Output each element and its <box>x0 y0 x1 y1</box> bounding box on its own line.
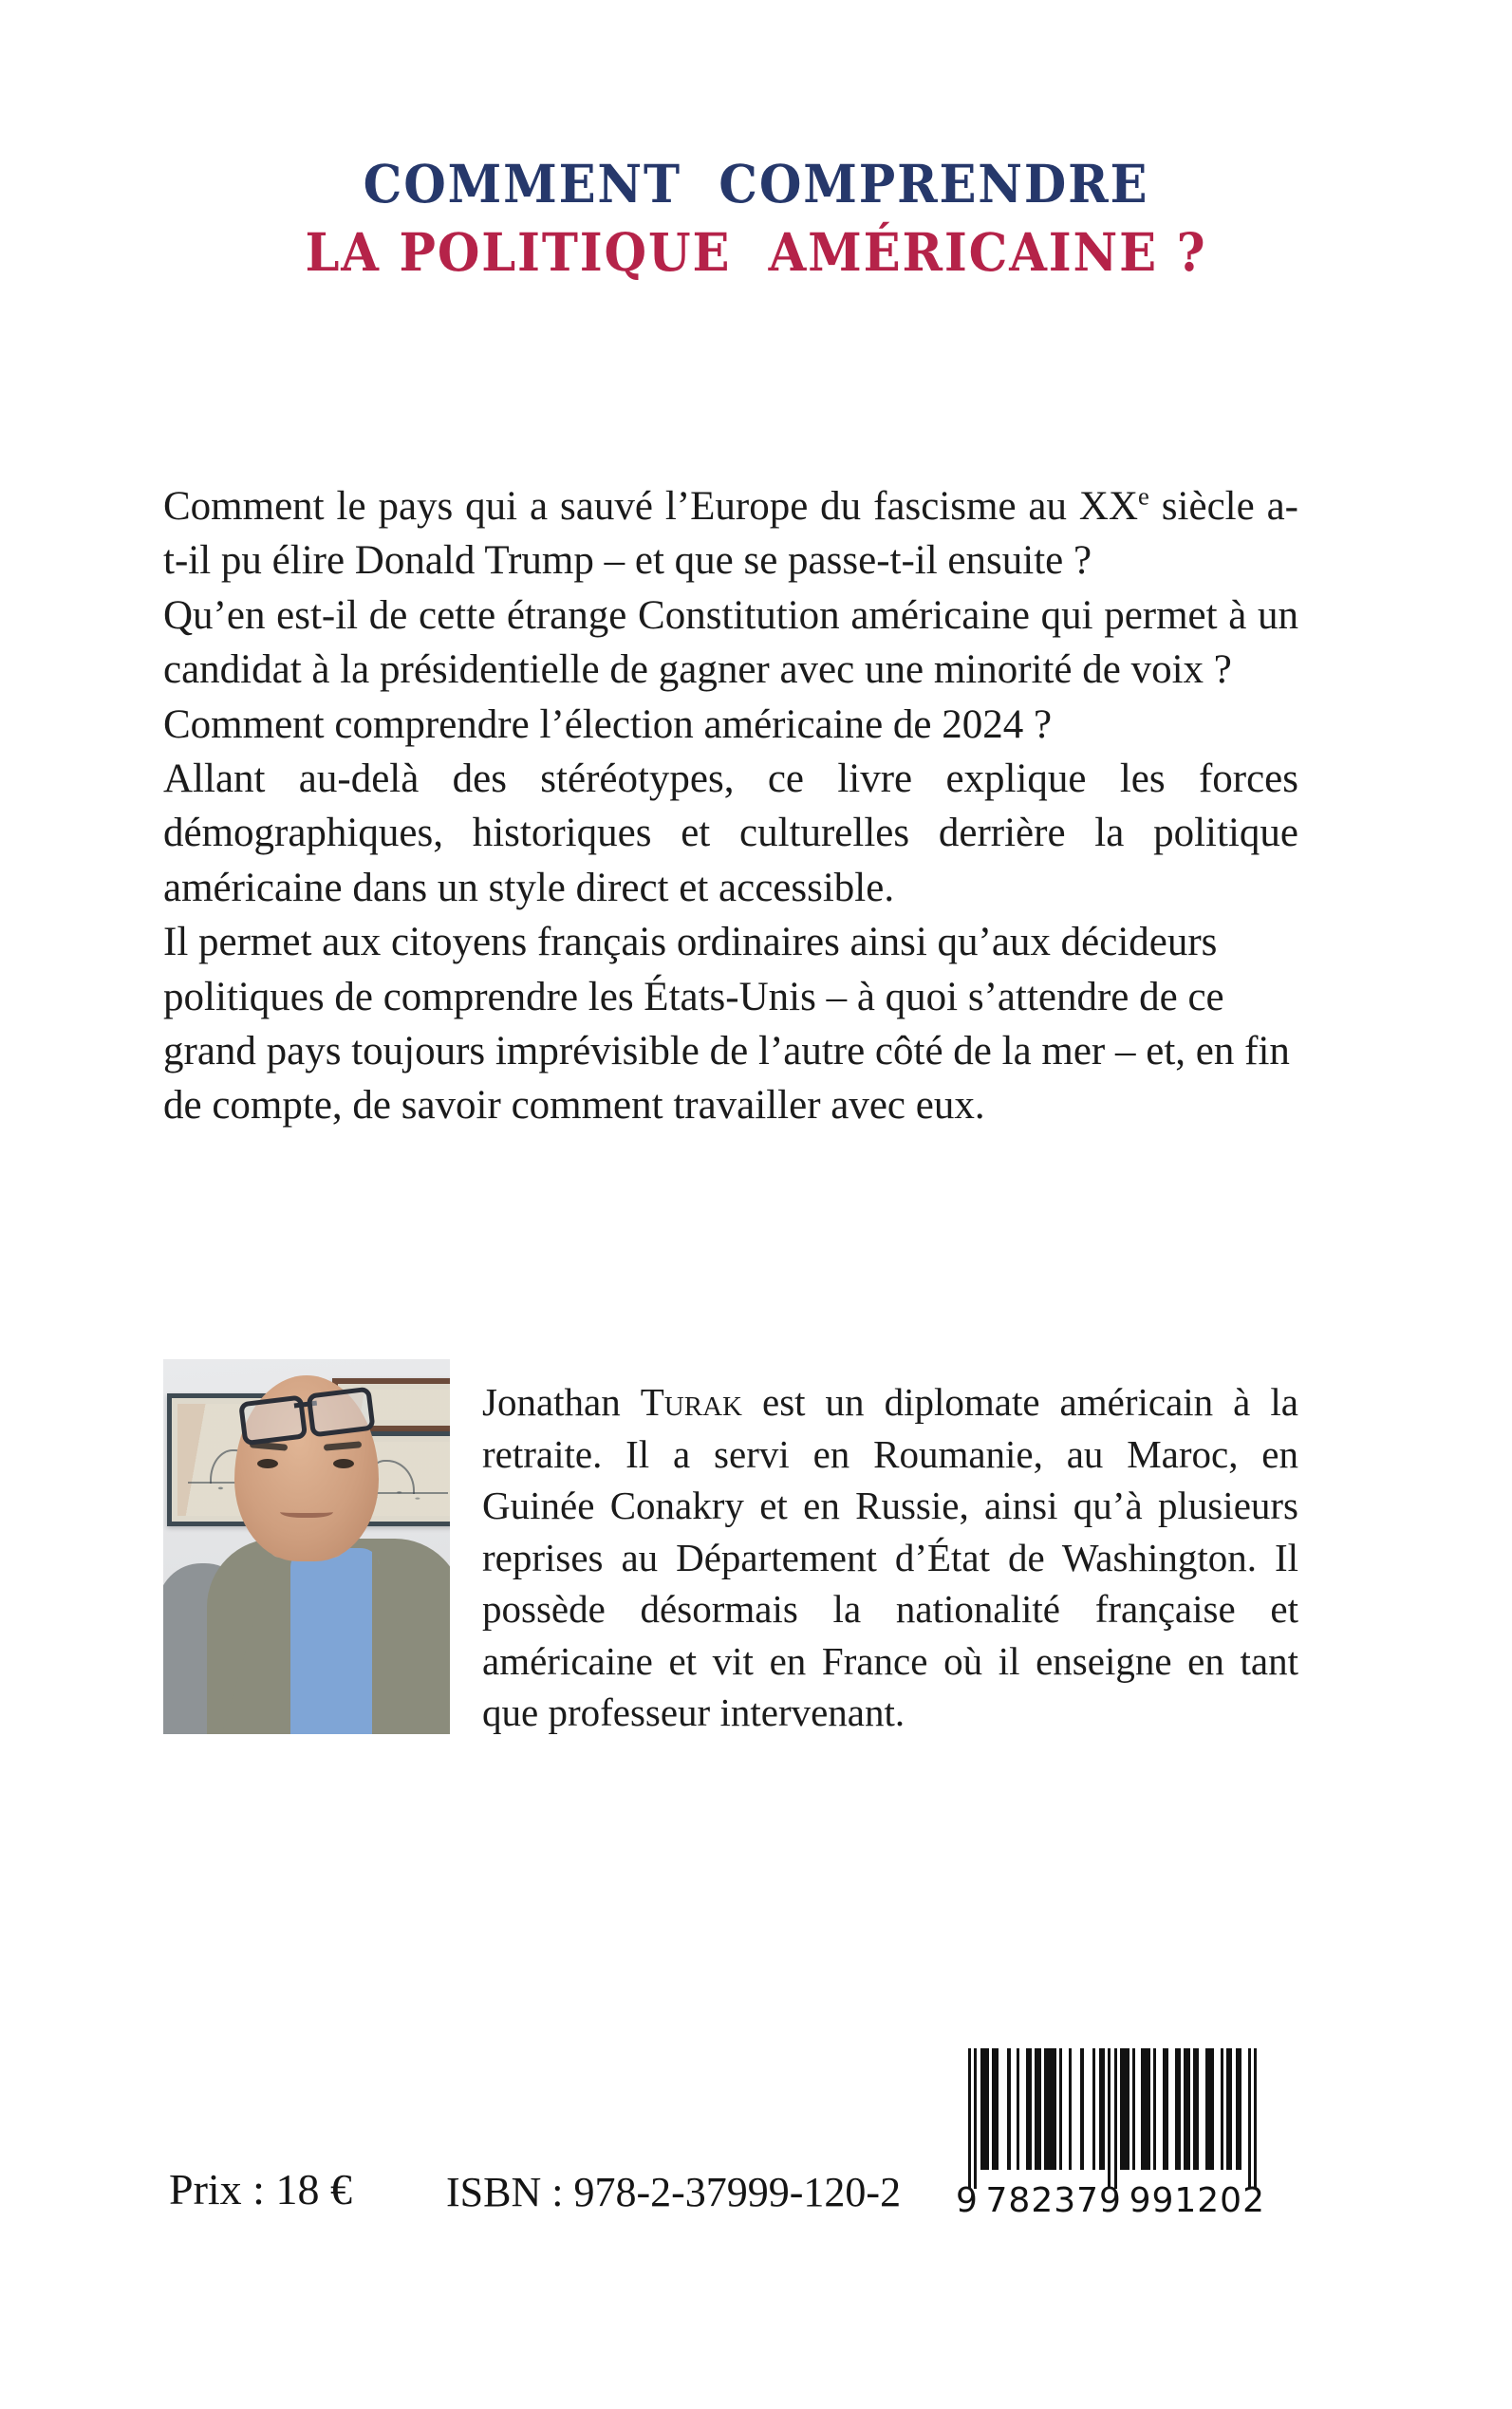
barcode-digit-group-1: 9 <box>956 2181 979 2220</box>
isbn-label: ISBN : 978-2-37999-120-2 <box>446 2169 902 2215</box>
author-lastname: Turak <box>640 1380 742 1424</box>
title-line-secondary: LA POLITIQUE AMÉRICAINE ? <box>305 220 1207 283</box>
author-bio-text <box>482 1359 1298 1739</box>
blurb-p1-part-a: Comment le pays qui a sauvé l’Europe du fascisme au XX <box>163 484 1139 529</box>
author-eye-right <box>333 1459 354 1468</box>
cover-footer <box>0 2164 1512 2231</box>
barcode-digit-group-3: 991202 <box>1129 2181 1265 2220</box>
author-mouth <box>280 1503 333 1518</box>
blurb-paragraph-4: Allant au-delà des stéréotypes, ce livre explique les forces démographiques, historiques et culturelles derrière la politique américaine dans un style direct et accessible. <box>163 756 1298 910</box>
jacket-lapel-left <box>222 1540 277 1734</box>
price-label: Prix : 18 € <box>169 2165 352 2213</box>
blurb-paragraph-5: Il permet aux citoyens français ordinaires ainsi qu’aux décideurs politiques de comprendre les États-Unis – à quoi s’attendre de ce grand pays toujours imprévisible de l’autre côté de la mer – et, en fin de compte, de savoir comment travailler avec eux. <box>163 920 1290 1129</box>
book-title-block <box>0 150 1512 286</box>
author-bio-paragraph <box>482 1376 1298 1739</box>
author-eye-left <box>257 1459 278 1468</box>
blurb-paragraph-3: Comment comprendre l’élection américaine de 2024 ? <box>163 701 1053 747</box>
back-cover-blurb <box>163 479 1298 1133</box>
title-line-primary: COMMENT COMPRENDRE <box>363 153 1149 215</box>
author-photo <box>163 1359 450 1734</box>
blurb-p1-superscript: e <box>1138 481 1149 511</box>
author-bio-rest: est un diplomate américain à la retraite. Il a servi en Roumanie, au Maroc, en Guinée Conakry et en Russie, ainsi qu’à plusieurs reprises au Département d’État de Washington. Il possède désormais la nationalité française et américaine et vit en France où il enseigne en tant que professeur intervenant. <box>482 1380 1298 1735</box>
blurb-p1-part-b: siècle a-t-il pu élire Donald Trump – et que se passe-t-il ensuite ? <box>163 484 1298 584</box>
author-firstname: Jonathan <box>482 1380 641 1424</box>
blurb-paragraph-1 <box>163 479 1298 588</box>
blurb-paragraph-2: Qu’en est-il de cette étrange Constitution américaine qui permet à un candidat à la présidentielle de gagner avec une minorité de voix ? <box>163 592 1298 693</box>
jacket-lapel-right <box>372 1540 431 1734</box>
author-bio-row <box>163 1359 1298 1739</box>
barcode-digit-group-2: 782379 <box>985 2181 1122 2220</box>
